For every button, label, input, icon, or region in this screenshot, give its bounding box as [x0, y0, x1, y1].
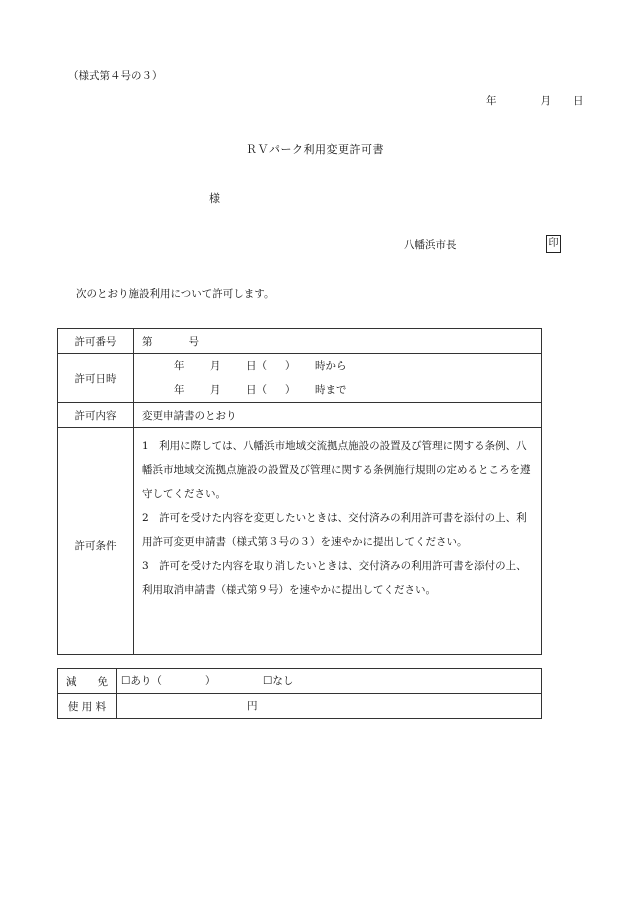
condition-item: 3 許可を受けた内容を取り消したいときは、交付済みの利用許可書を添付の上、利用取消申請書（様式第９号）を速やかに提出してください。 [142, 560, 527, 596]
permit-conditions-label: 許可条件 [58, 428, 134, 655]
row-permit-datetime [58, 354, 542, 403]
condition-item: 2 許可を受けた内容を変更したいときは、交付済みの利用許可書を添付の上、利用許可変更申請書（様式第３号の３）を速やかに提出してください。 [142, 512, 527, 548]
exemption-no-checkbox[interactable]: ☐なし [263, 675, 294, 687]
permit-number-label: 許可番号 [58, 329, 134, 354]
issuer-name: 八幡浜市長 [404, 239, 457, 251]
date-month: 月 [540, 95, 551, 107]
permit-conditions-value [134, 428, 542, 655]
recipient-suffix: 様 [209, 192, 220, 205]
from-day: 日（ [246, 360, 267, 372]
fee-table [57, 668, 542, 719]
exemption-yes-close: ） [205, 675, 216, 687]
row-permit-number [58, 329, 542, 354]
date-year: 年 [486, 95, 497, 107]
permit-content-label: 許可内容 [58, 403, 134, 428]
page-title: ＲＶパーク利用変更許可書 [246, 143, 384, 156]
usage-fee-unit: 円 [247, 700, 258, 712]
row-permit-content [58, 403, 542, 428]
intro-text: 次のとおり施設利用について許可します。 [76, 288, 275, 300]
row-usage-fee [58, 694, 542, 719]
seal-mark: 印 [546, 235, 561, 253]
date-day: 日 [573, 95, 584, 107]
condition-item: 1 利用に際しては、八幡浜市地域交流拠点施設の設置及び管理に関する条例、八幡浜市地域交流拠点施設の設置及び管理に関する条例施行規則の定めるところを遵守してください。 [142, 440, 531, 500]
exemption-yes-checkbox[interactable]: ☐あり（ [121, 675, 162, 687]
permit-number-value [134, 329, 542, 354]
permit-number-suffix: 号 [188, 335, 199, 348]
datetime-to-line [134, 378, 541, 402]
datetime-from-line [134, 354, 541, 378]
to-hour: 時まで [315, 384, 347, 396]
from-year: 年 [174, 360, 185, 372]
permit-content-value: 変更申請書のとおり [134, 403, 542, 428]
permit-number-prefix: 第 [142, 335, 153, 348]
from-month: 月 [210, 360, 221, 372]
permit-datetime-value [134, 354, 542, 403]
to-month: 月 [210, 384, 221, 396]
usage-fee-label: 使 用 料 [58, 694, 117, 719]
from-hour: 時から [315, 360, 347, 372]
to-year: 年 [174, 384, 185, 396]
exemption-value [117, 669, 542, 694]
row-permit-conditions [58, 428, 542, 655]
usage-fee-value [117, 694, 542, 719]
from-close: ） [285, 360, 296, 372]
to-day: 日（ [246, 384, 267, 396]
permit-table [57, 328, 542, 655]
form-number: （様式第４号の３） [68, 70, 163, 82]
row-exemption [58, 669, 542, 694]
permit-datetime-label: 許可日時 [58, 354, 134, 403]
exemption-label: 減 免 [58, 669, 117, 694]
to-close: ） [285, 384, 296, 396]
issue-date [486, 93, 584, 108]
